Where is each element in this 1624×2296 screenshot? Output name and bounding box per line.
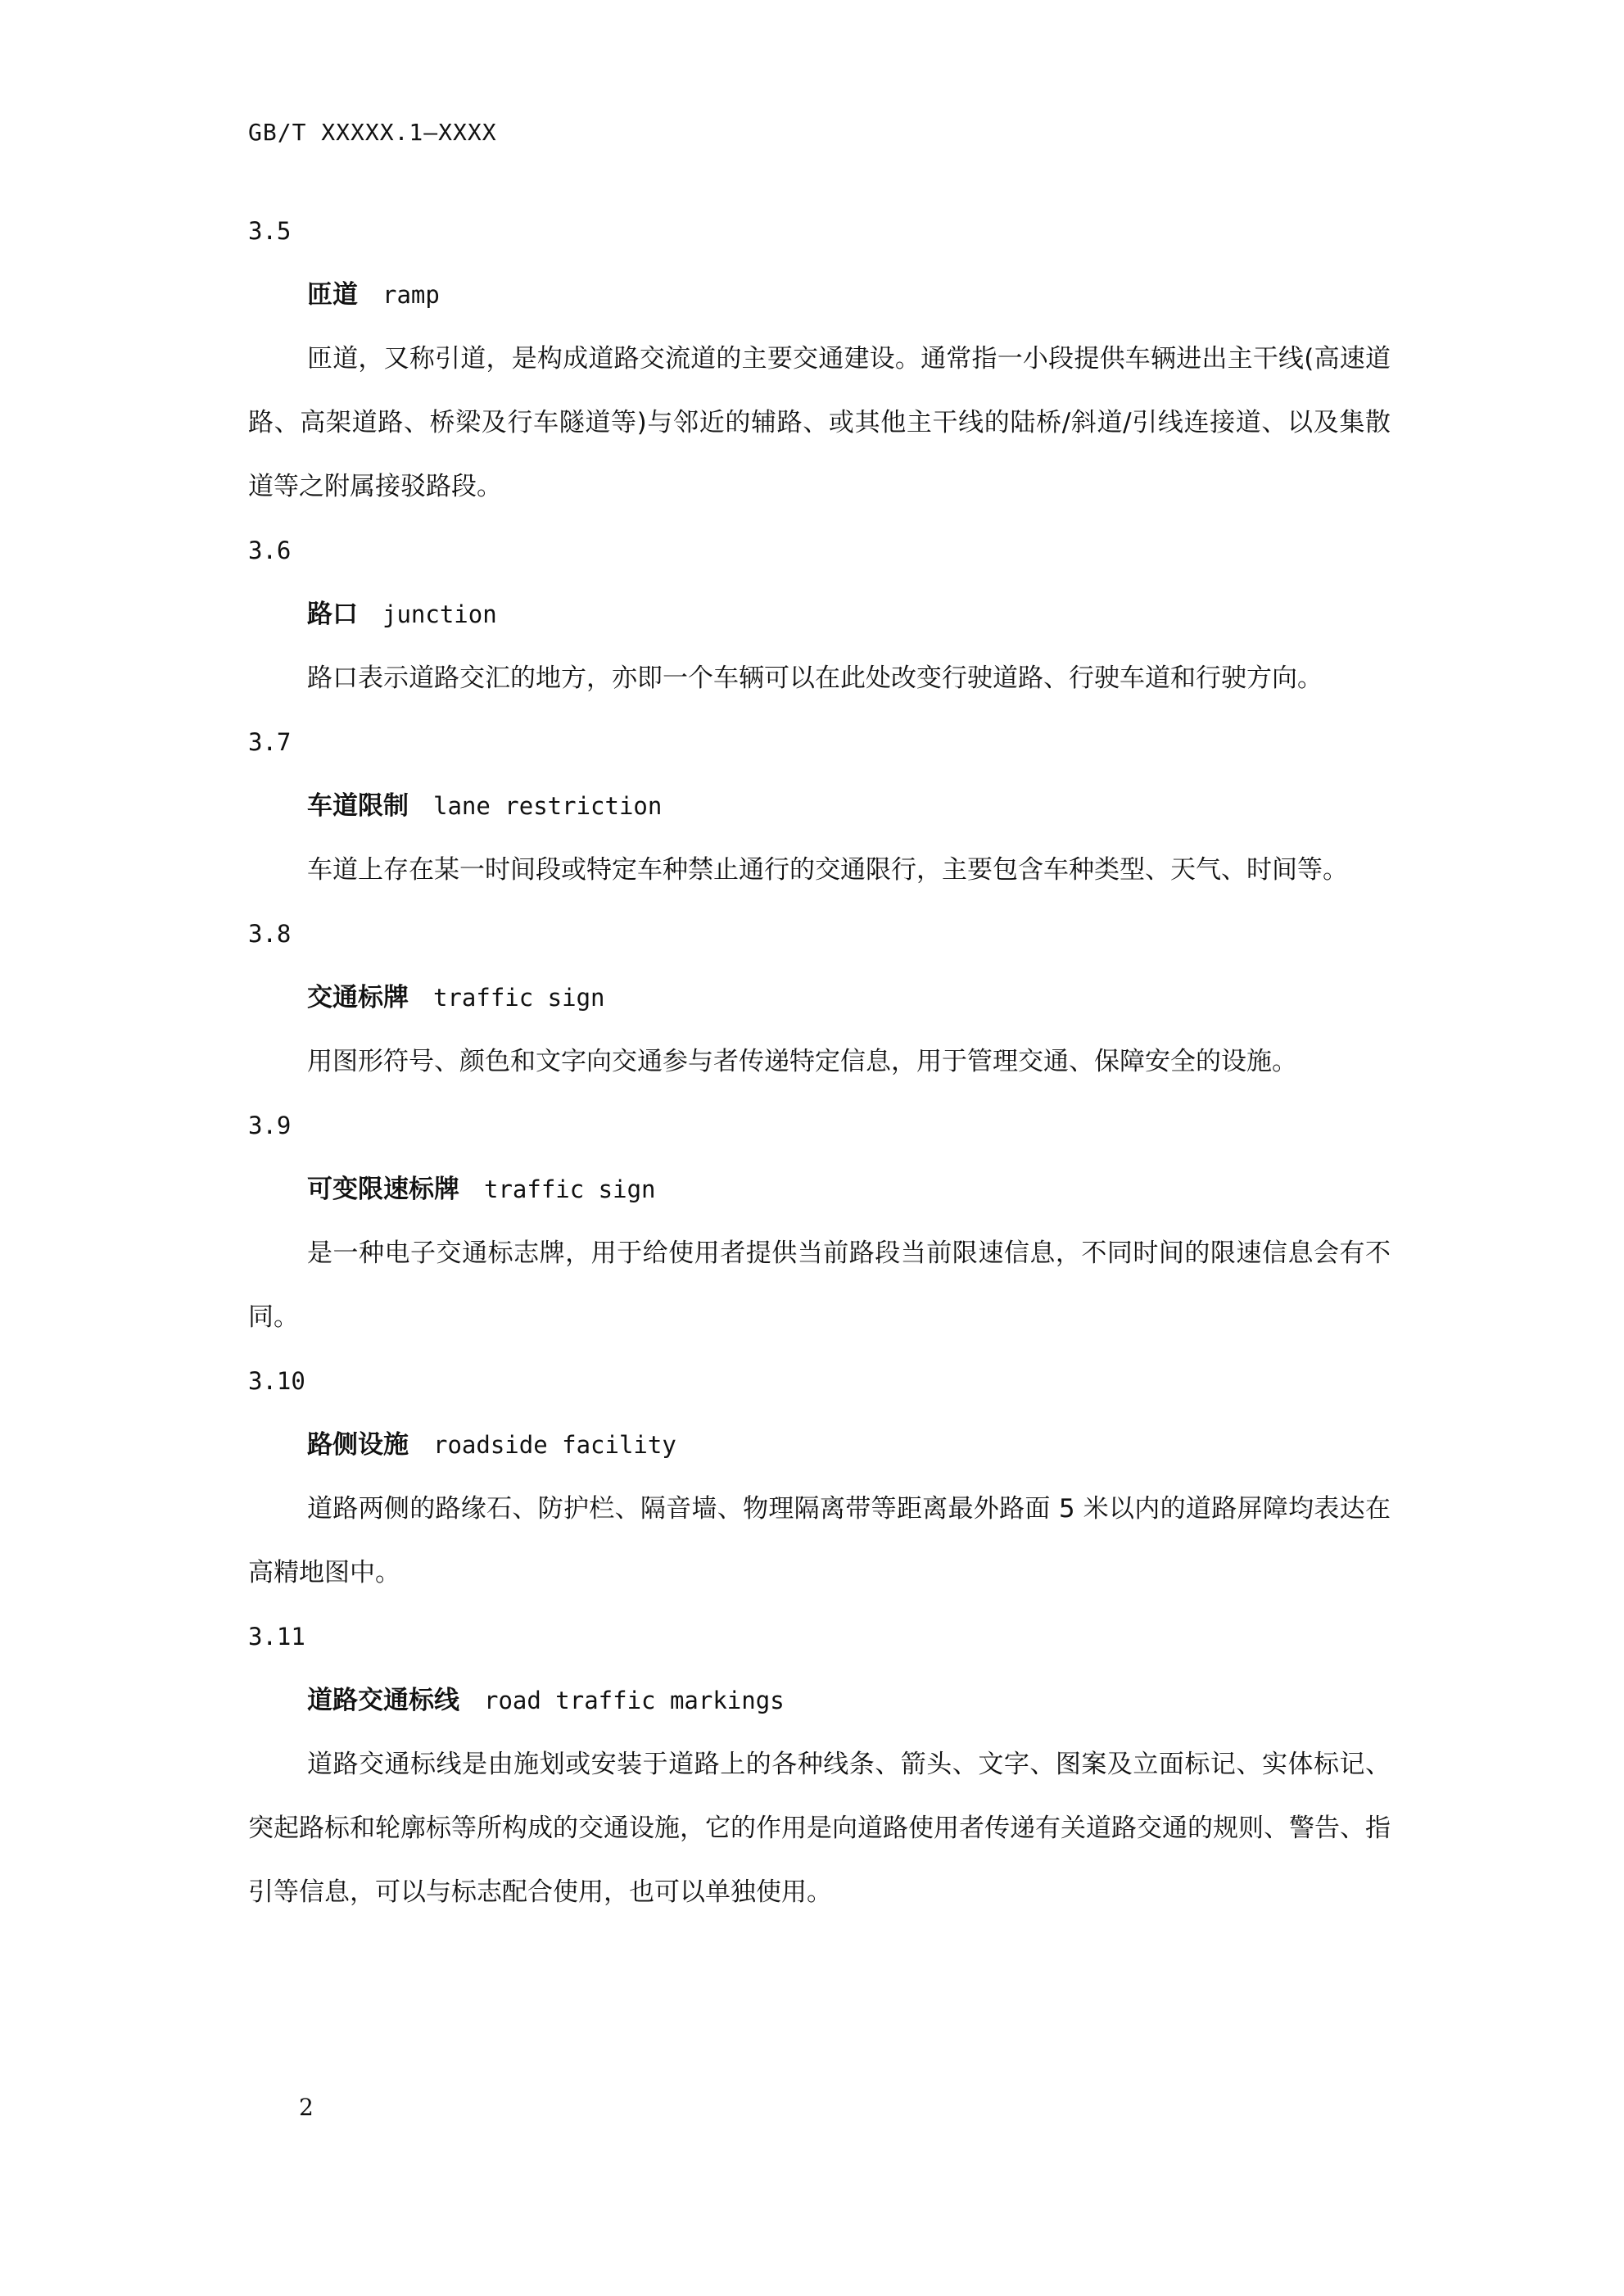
section-number: 3.11: [248, 1623, 305, 1651]
term-definition: 匝道，又称引道，是构成道路交流道的主要交通建设。通常指一小段提供车辆进出主干线(高速道路、高架道路、桥梁及行车隧道等)与邻近的辅路、或其他主干线的陆桥/斜道/引线连接道、以及集散道等之附属接驳路段。: [248, 344, 1391, 501]
term-en: roadside facility: [433, 1431, 676, 1459]
term-zh: 道路交通标线: [307, 1686, 459, 1715]
section-number: 3.9: [248, 1112, 292, 1139]
term-zh: 交通标牌: [307, 983, 409, 1012]
term-definition: 是一种电子交通标志牌，用于给使用者提供当前路段当前限速信息，不同时间的限速信息会有不同。: [248, 1239, 1391, 1332]
term-definition: 道路交通标线是由施划或安装于道路上的各种线条、箭头、文字、图案及立面标记、实体标记、突起路标和轮廓标等所构成的交通设施，它的作用是向道路使用者传递有关道路交通的规则、警告、指引等信息，可以与标志配合使用，也可以单独使用。: [248, 1750, 1391, 1907]
section-number: 3.5: [248, 217, 292, 245]
section-number: 3.10: [248, 1367, 305, 1395]
term-heading: [307, 790, 1395, 822]
term-definition: 车道上存在某一时间段或特定车种禁止通行的交通限行，主要包含车种类型、天气、时间等。: [307, 855, 1348, 885]
term-heading: [307, 1173, 1395, 1206]
term-en: junction: [382, 600, 497, 628]
term-zh: 可变限速标牌: [307, 1175, 459, 1204]
page-number: 2: [299, 2094, 314, 2121]
term-heading: [307, 1429, 1395, 1461]
term-zh: 匝道: [307, 280, 358, 310]
standard-code-header: GB/T XXXXX.1—XXXX: [248, 119, 497, 146]
term-zh: 车道限制: [307, 791, 409, 821]
term-definition: 用图形符号、颜色和文字向交通参与者传递特定信息，用于管理交通、保障安全的设施。: [307, 1047, 1297, 1076]
section-number: 3.7: [248, 728, 292, 756]
term-en: traffic sign: [484, 1175, 656, 1203]
term-definition: 道路两侧的路缘石、防护栏、隔音墙、物理隔离带等距离最外路面 5 米以内的道路屏障均表达在高精地图中。: [248, 1494, 1391, 1587]
section-number: 3.6: [248, 537, 292, 564]
terms-content: [248, 215, 1395, 1940]
term-en: ramp: [382, 281, 440, 309]
term-en: lane restriction: [433, 792, 663, 820]
term-en: traffic sign: [433, 984, 605, 1012]
term-zh: 路侧设施: [307, 1430, 409, 1460]
term-heading: [307, 598, 1395, 631]
term-en: road traffic markings: [484, 1687, 785, 1714]
term-heading: [307, 1684, 1395, 1717]
term-zh: 路口: [307, 600, 358, 629]
term-heading: [307, 279, 1395, 311]
section-number: 3.8: [248, 920, 292, 948]
term-definition: 路口表示道路交汇的地方，亦即一个车辆可以在此处改变行驶道路、行驶车道和行驶方向。: [307, 663, 1323, 693]
term-heading: [307, 981, 1395, 1014]
